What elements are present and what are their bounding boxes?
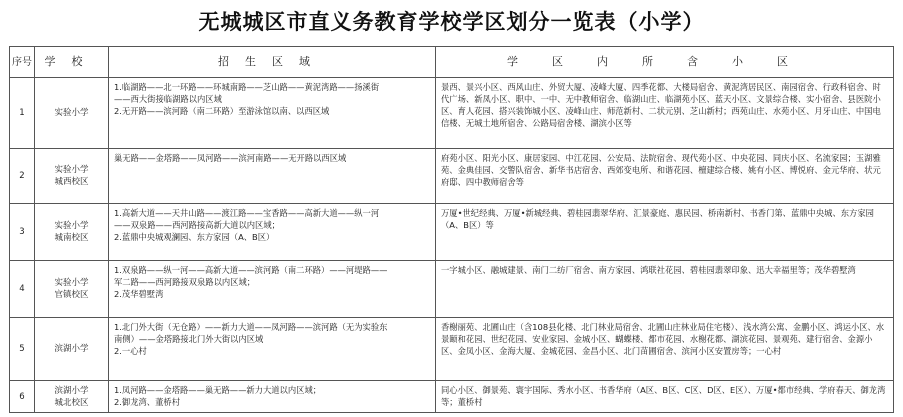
- row-school: 滨湖小学 城北校区: [35, 381, 109, 413]
- row-school: 滨湖小学: [35, 318, 109, 381]
- row-school: 实验小学: [35, 78, 109, 149]
- page-title: 无城城区市直义务教育学校学区划分一览表（小学）: [198, 9, 705, 34]
- row-communities: 一字城小区、融城建景、南门二纺厂宿舍、南方家园、鸿联社花园、碧桂园翡翠印象、迅大幸福里等；茂华碧墅湾: [436, 261, 894, 318]
- row-seq: 2: [10, 149, 35, 204]
- row-area: 1.高新大道——天井山路——渡江路——宝香路——高新大道——纵一河 ——双泉路——西河路接高新大道以内区域； 2.蓝鼎中央城观澜园、东方家园（A、B区）: [109, 204, 436, 261]
- table-row: [10, 261, 894, 318]
- table-header-row: [10, 47, 894, 78]
- row-school: 实验小学 城南校区: [35, 204, 109, 261]
- header-area: 招生区域: [109, 47, 436, 78]
- row-communities: 同心小区、御景苑、寰宇国际、秀水小区、书香华府（A区、B区、C区、D区、E区）、万厦•都市经典、学府春天、御龙湾等；董桥村: [436, 381, 894, 413]
- district-table: [9, 46, 894, 413]
- row-communities: 万厦•世纪经典、万厦•新城经典、碧桂园翡翠华府、汇景豪庭、惠民园、桥南新村、书香门第、蓝鼎中央城、东方家园（A、B区）等: [436, 204, 894, 261]
- row-communities: 景西、景兴小区、西风山庄、外贸大厦、凌峰大厦、四季花都、大楼局宿舍、黄泥湾居民区、南园宿舍、行政科宿舍、时代广场、新凤小区、职中、一中、无中教师宿舍、临湖山庄、临湖苑小区、蓝天小区、文景综合楼、实小宿舍、县医院小区、育人花园、搭兴装饰城小区、凌峰山庄、师范新村、二状元别、芝山新村；西苑山庄、水苑小区、月牙山庄、中国电信楼、无城土地所宿舍、公路局宿舍楼、湖滨小区等: [436, 78, 894, 149]
- table-row: [10, 149, 894, 204]
- row-seq: 6: [10, 381, 35, 413]
- row-area: 1.北门外大街（无仓路）——新力大道——凤河路——滨河路（无为实验东 南侧）——金塔路接北门外大街以内区域 2.一心村: [109, 318, 436, 381]
- header-school: 学校: [35, 47, 109, 78]
- table-row: [10, 318, 894, 381]
- row-area: 1.双泉路——纵一河——高新大道——滨河路（南二环路）——河堤路—— 军二路——西河路接双泉路以内区域； 2.茂华碧墅湾: [109, 261, 436, 318]
- row-seq: 4: [10, 261, 35, 318]
- row-school: 实验小学 城西校区: [35, 149, 109, 204]
- row-area: 1.凤河路——金塔路——巢无路——新力大道以内区域； 2.御龙湾、董桥村: [109, 381, 436, 413]
- row-communities: 府苑小区、阳光小区、康居家园、中江花园、公安局、法院宿舍、现代苑小区、中央花园、同庆小区、名流家园；玉湖雅苑、金典佳园、交警队宿舍、新华书店宿舍、西郊变电所、和谐花园、檀建综合楼、姚有小区、博悦府、金元华府、状元府邸、四中教师宿舍等: [436, 149, 894, 204]
- row-area: 1.临湖路——北一环路——环城南路——芝山路——黄泥湾路——扬溪街 ——西大街接临湖路以内区域 2.无开路——滨河路（南二环路）至游泳馆以南、以西区域: [109, 78, 436, 149]
- row-area: 巢无路——金塔路——凤河路——滨河南路——无开路以西区域: [109, 149, 436, 204]
- row-communities: 香榭丽苑、北圃山庄（含108县化楼、北门林业局宿舍、北圃山庄林业局住宅楼）、浅水湾公寓、金鹏小区、鸿运小区、水景颐和花园、世纪花园、安业家园、金城小区、蝴蝶楼、都市花园、水榭花都、湖滨花园、景观苑、建行宿舍、金源小区、金凤小区、金海大厦、金城花园、金昌小区、北门苗圃宿舍、滨河小区安置房等；一心村: [436, 318, 894, 381]
- row-seq: 3: [10, 204, 35, 261]
- table-row: [10, 78, 894, 149]
- row-seq: 1: [10, 78, 35, 149]
- header-seq: 序号: [10, 47, 35, 78]
- row-school: 实验小学 官镇校区: [35, 261, 109, 318]
- table-row: [10, 204, 894, 261]
- header-communities: 学区内所含小区: [436, 47, 894, 78]
- row-seq: 5: [10, 318, 35, 381]
- table-row: [10, 381, 894, 413]
